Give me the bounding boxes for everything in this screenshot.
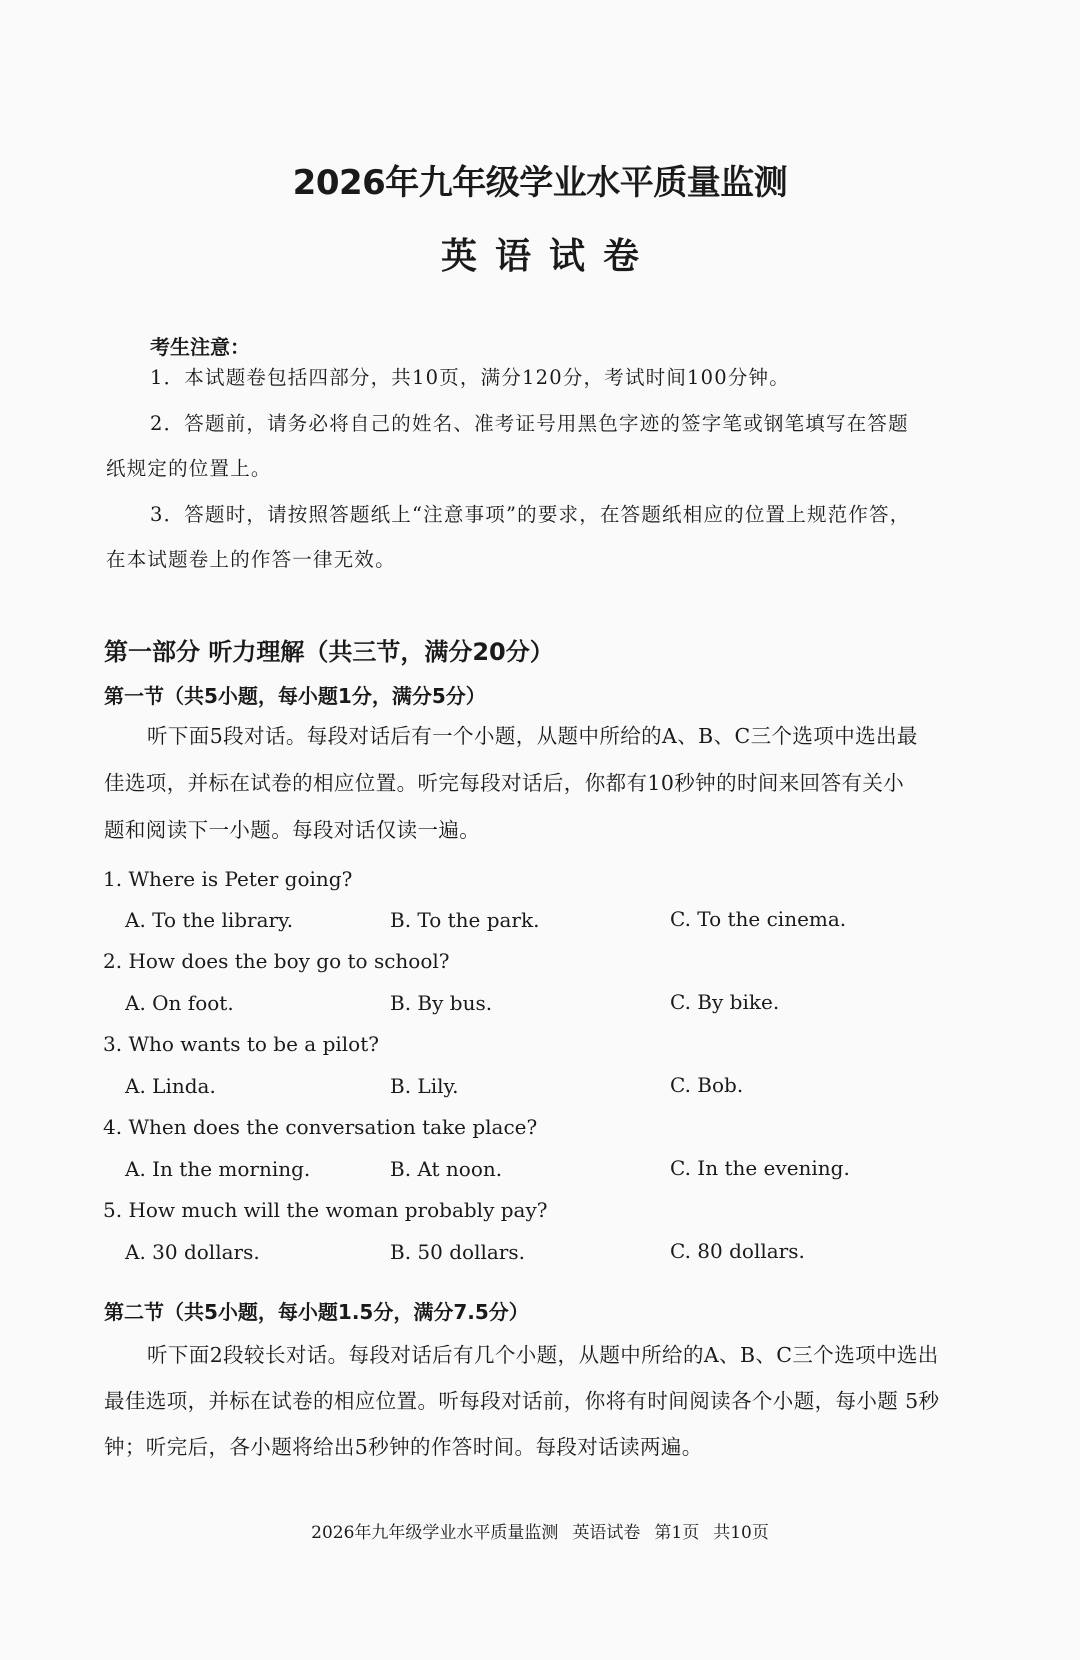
option-b: B. By bus. [390,991,493,1015]
instruction-line: 题和阅读下一小题。每段对话仅读一遍。 [104,818,481,842]
exam-title: 2026年九年级学业水平质量监测 [292,163,788,203]
instruction-line: 最佳选项，并标在试卷的相应位置。听每段对话前，你将有时间阅读各个小题，每小题 5秒 [104,1389,940,1413]
question-text: 2. How does the boy go to school? [103,949,450,973]
option-b: B. To the park. [390,908,540,932]
option-a: A. To the library. [125,908,294,932]
option-c: C. Bob. [670,1073,744,1097]
footer-exam: 2026年九年级学业水平质量监测 [311,1523,559,1543]
instruction-line: 佳选项，并标在试卷的相应位置。听完每段对话后，你都有10秒钟的时间来回答有关小 [104,771,905,795]
option-a: A. In the morning. [125,1157,311,1181]
notice-heading: 考生注意： [150,335,250,359]
question-text: 4. When does the conversation take place? [103,1115,538,1139]
page-footer [0,1518,1080,1543]
instruction-line: 钟；听完后，各小题将给出5秒钟的作答时间。每段对话读两遍。 [104,1435,703,1459]
option-b: B. Lily. [390,1074,459,1098]
instruction-line: 听下面5段对话。每段对话后有一个小题，从题中所给的A、B、C三个选项中选出最 [147,724,918,748]
notice-line: 纸规定的位置上。 [106,457,272,480]
notice-line: 在本试题卷上的作答一律无效。 [106,548,396,571]
option-b: B. At noon. [390,1157,503,1181]
question-text: 3. Who wants to be a pilot? [103,1032,379,1056]
option-a: A. 30 dollars. [125,1240,260,1264]
option-c: C. 80 dollars. [670,1239,805,1263]
option-b: B. 50 dollars. [390,1240,525,1264]
option-a: A. Linda. [125,1074,216,1098]
notice-line: 1．本试题卷包括四部分，共10页，满分120分，考试时间100分钟。 [150,366,790,389]
footer-subject: 英语试卷 [572,1523,641,1543]
option-c: C. In the evening. [670,1156,850,1180]
notice-line: 3．答题时，请按照答题纸上“注意事项”的要求，在答题纸相应的位置上规范作答， [150,503,911,526]
option-c: C. By bike. [670,990,780,1014]
footer-page: 第1页 [654,1523,700,1543]
question-text: 5. How much will the woman probably pay? [103,1198,548,1222]
question-text: 1. Where is Peter going? [103,867,353,891]
section1-heading: 第一节（共5小题，每小题1分，满分5分） [104,684,486,708]
footer-total: 共10页 [713,1523,769,1543]
option-a: A. On foot. [125,991,234,1015]
instruction-line: 听下面2段较长对话。每段对话后有几个小题，从题中所给的A、B、C三个选项中选出 [147,1343,939,1367]
part1-heading: 第一部分 听力理解（共三节，满分20分） [104,638,554,666]
exam-subtitle: 英语试卷 [440,236,657,277]
section2-heading: 第二节（共5小题，每小题1.5分，满分7.5分） [104,1300,529,1324]
option-c: C. To the cinema. [670,907,847,931]
notice-line: 2．答题前，请务必将自己的姓名、准考证号用黑色字迹的签字笔或钢笔填写在答题 [150,412,909,435]
